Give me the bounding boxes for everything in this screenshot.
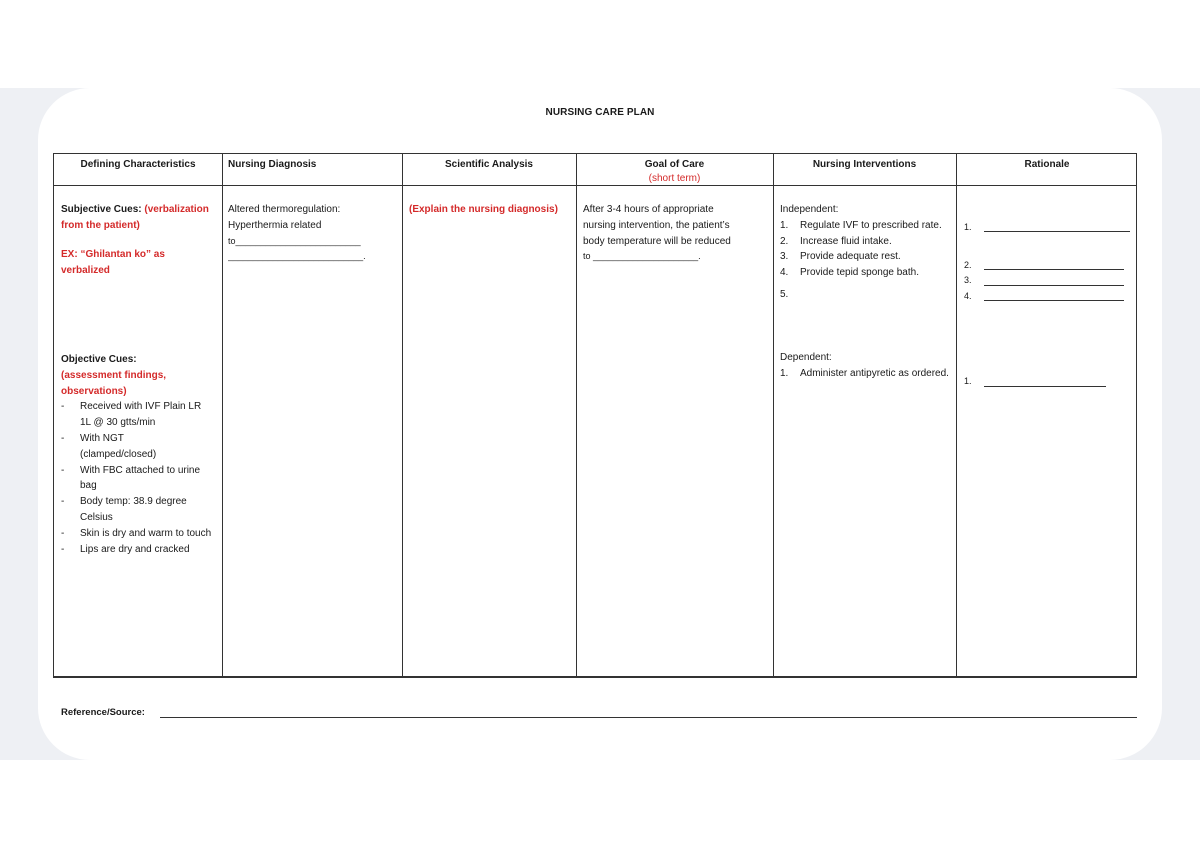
item-number: 4. bbox=[780, 267, 789, 279]
subjective-cues-label: Subjective Cues: bbox=[61, 204, 142, 215]
objective-cues-list bbox=[61, 399, 211, 557]
goal-of-care-text bbox=[583, 202, 771, 265]
rationale-blank-line bbox=[984, 231, 1130, 232]
objective-cues bbox=[61, 352, 221, 557]
independent-list bbox=[780, 218, 952, 303]
item-number: 3. bbox=[780, 251, 789, 263]
rationale-number: 1. bbox=[964, 376, 972, 386]
rationale-number: 1. bbox=[964, 222, 972, 232]
item-text: Provide adequate rest. bbox=[800, 251, 901, 263]
list-item bbox=[780, 218, 952, 234]
list-item bbox=[780, 366, 952, 382]
rationale-blank-line bbox=[984, 285, 1124, 286]
nursing-diagnosis-text bbox=[228, 202, 400, 265]
objective-cues-label: Objective Cues: bbox=[61, 354, 137, 365]
header-rationale: Rationale bbox=[1024, 159, 1070, 170]
header-nursing-interventions: Nursing Interventions bbox=[812, 159, 917, 170]
list-item: - Skin is dry and warm to touch bbox=[61, 526, 215, 542]
list-item: - With NGT (clamped/closed) bbox=[61, 431, 190, 463]
rationale-blank-line bbox=[984, 300, 1124, 301]
dependent-list bbox=[780, 366, 952, 382]
item-number: 2. bbox=[780, 235, 789, 247]
list-item: - Body temp: 38.9 degree Celsius bbox=[61, 494, 211, 526]
subjective-cues-hint: (verbalization from the patient) bbox=[61, 204, 209, 231]
rationale-number: 4. bbox=[964, 291, 972, 301]
subjective-cues bbox=[61, 202, 221, 234]
list-item: - Received with IVF Plain LR 1L @ 30 gtts/min bbox=[61, 399, 211, 431]
item-text: Increase fluid intake. bbox=[800, 235, 892, 247]
header-defining-characteristics: Defining Characteristics bbox=[80, 159, 196, 170]
item-text: Administer antipyretic as ordered. bbox=[800, 367, 949, 379]
diagnosis-line-3: to_________________________ bbox=[228, 235, 361, 246]
reference-source-line bbox=[160, 717, 1137, 718]
goal-line-1: After 3-4 hours of appropriate bbox=[583, 204, 714, 215]
column-divider bbox=[576, 154, 577, 676]
goal-line-3: body temperature will be reduced bbox=[583, 235, 731, 247]
item-text: Provide tepid sponge bath. bbox=[800, 267, 919, 279]
rationale-blank-line bbox=[984, 269, 1124, 270]
header-scientific-analysis: Scientific Analysis bbox=[445, 159, 533, 170]
care-plan-table bbox=[53, 153, 1137, 678]
diagnosis-line-1: Altered thermoregulation: bbox=[228, 204, 341, 215]
list-item bbox=[780, 249, 952, 265]
list-item bbox=[780, 234, 952, 250]
column-divider bbox=[402, 154, 403, 676]
goal-line-4: to _____________________. bbox=[583, 251, 701, 262]
dependent-label: Dependent: bbox=[780, 352, 832, 363]
column-divider bbox=[773, 154, 774, 676]
reference-source-label: Reference/Source: bbox=[61, 707, 145, 718]
diagnosis-line-2: Hyperthermia related bbox=[228, 219, 322, 231]
independent-interventions bbox=[780, 202, 952, 303]
rationale-blank-line bbox=[984, 386, 1106, 387]
diagnosis-line-4: ___________________________. bbox=[228, 251, 366, 262]
header-nursing-diagnosis: Nursing Diagnosis bbox=[228, 159, 317, 170]
goal-line-2: nursing intervention, the patient’s bbox=[583, 219, 730, 231]
column-divider bbox=[956, 154, 957, 676]
dependent-interventions bbox=[780, 350, 952, 382]
item-number: 5. bbox=[780, 288, 789, 300]
header-goal-of-care bbox=[576, 158, 773, 186]
item-number: 1. bbox=[780, 367, 789, 379]
scientific-analysis-hint: (Explain the nursing diagnosis) bbox=[409, 204, 558, 215]
list-item bbox=[780, 287, 952, 303]
rationale-number: 2. bbox=[964, 260, 972, 270]
list-item: - Lips are dry and cracked bbox=[61, 542, 211, 558]
objective-cues-hint: (assessment findings, observations) bbox=[61, 369, 167, 397]
item-text: Regulate IVF to prescribed rate. bbox=[800, 219, 942, 231]
subjective-example: EX: “Ghilantan ko” as verbalized bbox=[61, 249, 165, 276]
page-title: NURSING CARE PLAN bbox=[545, 107, 655, 118]
independent-label: Independent: bbox=[780, 204, 839, 215]
column-divider bbox=[222, 154, 223, 676]
goal-header-label: Goal of Care bbox=[644, 159, 705, 170]
list-item: - With FBC attached to urine bag bbox=[61, 463, 211, 495]
rationale-number: 3. bbox=[964, 275, 972, 285]
item-number: 1. bbox=[780, 219, 789, 231]
goal-header-subtitle: (short term) bbox=[648, 173, 701, 184]
list-item bbox=[780, 265, 952, 281]
